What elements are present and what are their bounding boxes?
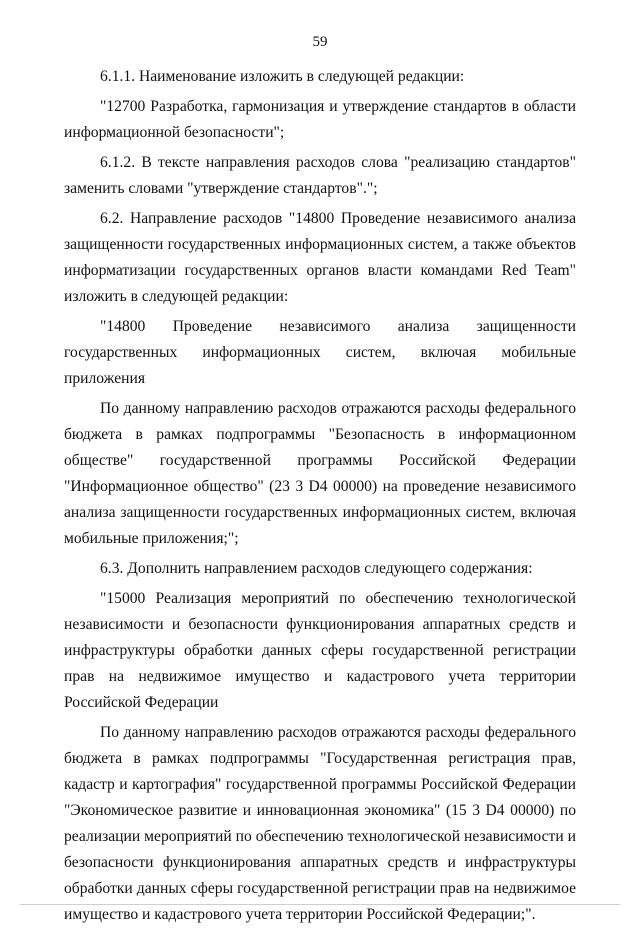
paragraph-14800-description: По данному направлению расходов отражаются расходы федерального бюджета в рамках подпрограммы "Безопасность в информационном обществе" государственной программы Российской Федерации "Информационное общество" (23 3 D4 00000) на проведение независимого анализа защищенности государственных информационных систем, включая мобильные приложения;"; xyxy=(64,400,576,547)
paragraph-6-1-2: 6.1.2. В тексте направления расходов слова "реализацию стандартов" заменить словами "утверждение стандартов"."; xyxy=(64,154,576,197)
page-number: 59 xyxy=(312,34,328,50)
document-body xyxy=(64,64,576,928)
paragraph-6-3: 6.3. Дополнить направлением расходов следующего содержания: xyxy=(100,560,533,577)
paragraph-14800-text: "14800 Проведение независимого анализа защищенности государственных информационных систем, включая мобильные приложения xyxy=(64,318,576,387)
paragraph-15000-description: По данному направлению расходов отражаются расходы федерального бюджета в рамках подпрограммы "Государственная регистрация прав, кадастр и картография" государственной программы Российской Федерации "Экономическое развитие и инновационная экономика" (15 3 D4 00000) по реализации мероприятий по обеспечению технологической независимости и безопасности функционирования аппаратных средств и инфраструктуры обработки данных сферы государственной регистрации прав на недвижимое имущество и кадастрового учета территории Российской Федерации;". xyxy=(64,724,576,923)
paragraph-12700-text: "12700 Разработка, гармонизация и утверждение стандартов в области информационной безопасности"; xyxy=(64,98,576,141)
paragraph-6-2: 6.2. Направление расходов "14800 Проведение независимого анализа защищенности государственных информационных систем, а также объектов информатизации государственных органов власти командами Red Team" изложить в следующей редакции: xyxy=(64,210,576,305)
paragraph-15000-text: "15000 Реализация мероприятий по обеспечению технологической независимости и безопасности функционирования аппаратных средств и инфраструктуры обработки данных сферы государственной регистрации прав на недвижимое имущество и кадастрового учета территории Российской Федерации xyxy=(64,590,576,711)
paragraph-6-1-1: 6.1.1. Наименование изложить в следующей редакции: xyxy=(100,68,465,85)
